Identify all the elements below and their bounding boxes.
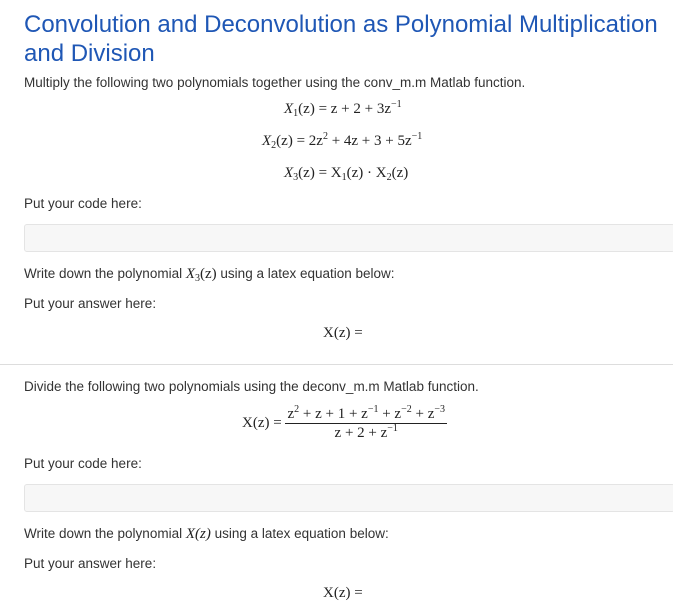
equation-x2 <box>262 133 422 150</box>
eq3-lhs: X <box>284 165 294 181</box>
answer-label-2: Put your answer here: <box>24 556 157 571</box>
division-fraction <box>285 406 447 441</box>
answer-label-1: Put your answer here: <box>24 296 157 311</box>
fraction-denominator <box>285 424 447 441</box>
latex-prefix-1: Write down the polynomial <box>24 266 186 281</box>
latex-prefix-2: Write down the polynomial <box>24 526 186 541</box>
latex-var-sub-1: 3 <box>195 273 201 284</box>
eq3-mid2: (z) · X <box>346 165 387 181</box>
num-a-exp: 2 <box>294 404 300 415</box>
eq2-exp1: 2 <box>322 131 328 142</box>
num-c-exp: −2 <box>401 404 412 415</box>
eq3-sub2: 1 <box>341 172 347 183</box>
latex-instruction-1 <box>24 266 395 282</box>
eq3-sub: 3 <box>293 172 299 183</box>
num-d: + z <box>411 406 435 422</box>
eq2-mid: (z) = 2z <box>276 133 323 149</box>
multiply-instruction: Multiply the following two polynomials together using the conv_m.m Matlab function. <box>24 75 526 90</box>
divide-instruction: Divide the following two polynomials using the deconv_m.m Matlab function. <box>24 379 479 394</box>
code-label-1: Put your code here: <box>24 196 142 211</box>
eq1-arg: (z) = z + 2 + 3z <box>298 101 392 117</box>
eq1-exp: −1 <box>391 99 402 110</box>
section-divider <box>0 364 673 365</box>
div-lhs: X(z) = <box>242 415 282 431</box>
fraction-numerator <box>285 406 447 424</box>
eq1-lhs: X <box>284 101 294 117</box>
den-a: z + 2 + z <box>334 425 388 441</box>
eq1-sub: 1 <box>293 108 299 119</box>
latex-var-1: X <box>185 266 196 282</box>
eq2-exp2: −1 <box>411 131 423 142</box>
eq3-mid: (z) = X <box>298 165 342 181</box>
num-a: z <box>287 406 295 422</box>
eq2-rest: + 4z + 3 + 5z <box>327 133 412 149</box>
eq2-sub: 2 <box>271 140 277 151</box>
code-label-2: Put your code here: <box>24 456 142 471</box>
latex-var-arg-1: (z) <box>200 266 217 282</box>
code-input-2[interactable] <box>24 484 673 512</box>
latex-suffix-2: using a latex equation below: <box>210 526 389 541</box>
eq2-lhs: X <box>262 133 272 149</box>
eq3-sub3: 2 <box>386 172 392 183</box>
equation-x3 <box>284 165 408 182</box>
equation-x1 <box>284 101 402 118</box>
den-a-exp: −1 <box>387 423 398 434</box>
latex-suffix-1: using a latex equation below: <box>216 266 395 281</box>
latex-var-2: X(z) <box>185 526 211 542</box>
answer-equation-2[interactable]: X(z) = <box>323 585 363 601</box>
eq3-end: (z) <box>391 165 409 181</box>
latex-instruction-2 <box>24 526 389 542</box>
equation-division <box>242 406 447 441</box>
page-title: Convolution and Deconvolution as Polynomial Multiplication and Division <box>24 11 658 67</box>
code-input-1[interactable] <box>24 224 673 252</box>
num-b-exp: −1 <box>367 404 379 415</box>
answer-equation-1[interactable]: X(z) = <box>323 325 363 341</box>
num-d-exp: −3 <box>434 404 445 415</box>
num-c: + z <box>378 406 402 422</box>
num-b: + z + 1 + z <box>299 406 368 422</box>
